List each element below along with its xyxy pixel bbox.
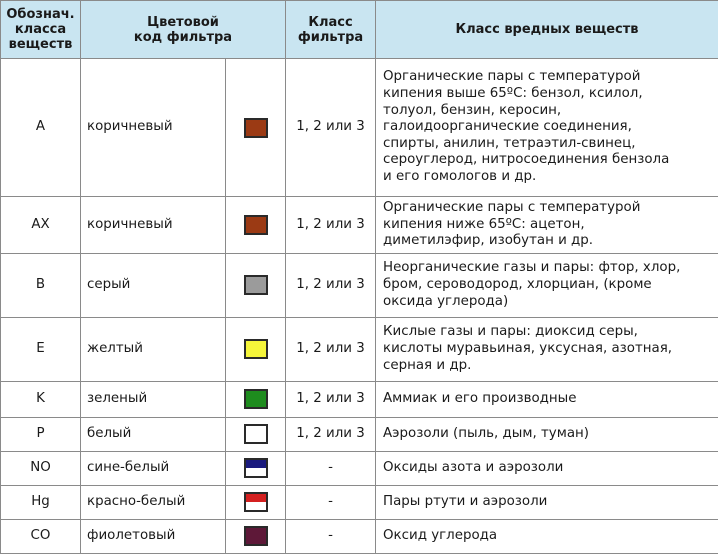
table-row bbox=[1, 451, 718, 485]
filter-class-cell: 1, 2 или 3 bbox=[286, 253, 376, 317]
class-designation-cell: B bbox=[1, 253, 81, 317]
substance-text-line: Аэрозоли (пыль, дым, туман) bbox=[383, 426, 714, 443]
substance-text-line: Оксиды азота и аэрозоли bbox=[383, 460, 714, 477]
color-name-cell: коричневый bbox=[81, 59, 226, 197]
substance-text-line: и его гомологов и др. bbox=[383, 169, 714, 186]
class-designation-cell: P bbox=[1, 417, 81, 451]
substance-text-line: Кислые газы и пары: диоксид серы, bbox=[383, 324, 714, 341]
filter-class-cell: 1, 2 или 3 bbox=[286, 59, 376, 197]
substance-text-line: Пары ртути и аэрозоли bbox=[383, 494, 714, 511]
class-designation-cell: AX bbox=[1, 197, 81, 254]
substance-class-cell bbox=[376, 381, 718, 417]
color-swatch bbox=[244, 118, 268, 138]
color-swatch-cell bbox=[226, 381, 286, 417]
color-swatch-cell bbox=[226, 197, 286, 254]
substance-text-line: сероуглерод, нитросоединения бензола bbox=[383, 152, 714, 169]
table-row bbox=[1, 519, 718, 553]
color-name-cell: зеленый bbox=[81, 381, 226, 417]
color-name-cell: сине-белый bbox=[81, 451, 226, 485]
header-class-designation bbox=[1, 1, 81, 59]
substance-text-line: спирты, анилин, тетраэтил-свинец, bbox=[383, 136, 714, 153]
substance-class-cell bbox=[376, 197, 718, 254]
table-row bbox=[1, 381, 718, 417]
header-color-code bbox=[81, 1, 286, 59]
substance-text-line: толуол, бензин, керосин, bbox=[383, 103, 714, 120]
substance-text-line: серная и др. bbox=[383, 358, 714, 375]
substance-class-cell bbox=[376, 59, 718, 197]
swatch-top-half bbox=[246, 460, 266, 468]
header-substance-class bbox=[376, 1, 718, 59]
header-text-line: код фильтра bbox=[83, 30, 283, 45]
header-text-line: класса bbox=[3, 22, 78, 37]
color-swatch-cell bbox=[226, 451, 286, 485]
color-swatch bbox=[244, 424, 268, 444]
filter-class-cell: - bbox=[286, 451, 376, 485]
filter-class-cell: - bbox=[286, 519, 376, 553]
class-designation-cell: A bbox=[1, 59, 81, 197]
color-name-cell: серый bbox=[81, 253, 226, 317]
substance-text-line: галоидоорганические соединения, bbox=[383, 119, 714, 136]
header-text-line: Обознач. bbox=[3, 7, 78, 22]
swatch-bottom-half bbox=[246, 468, 266, 476]
color-name-cell: коричневый bbox=[81, 197, 226, 254]
substance-class-cell bbox=[376, 317, 718, 381]
class-designation-cell: CO bbox=[1, 519, 81, 553]
color-swatch-cell bbox=[226, 317, 286, 381]
substance-text-line: Оксид углерода bbox=[383, 528, 714, 545]
substance-text-line: оксида углерода) bbox=[383, 294, 714, 311]
substance-class-cell bbox=[376, 417, 718, 451]
substance-class-cell bbox=[376, 519, 718, 553]
header-filter-class bbox=[286, 1, 376, 59]
header-row bbox=[1, 1, 718, 59]
color-swatch bbox=[244, 492, 268, 512]
substance-text-line: Органические пары с температурой bbox=[383, 200, 714, 217]
filter-class-cell: 1, 2 или 3 bbox=[286, 417, 376, 451]
table-body bbox=[1, 59, 718, 554]
substance-class-cell bbox=[376, 485, 718, 519]
class-designation-cell: Hg bbox=[1, 485, 81, 519]
substance-text-line: кислоты муравьиная, уксусная, азотная, bbox=[383, 341, 714, 358]
substance-text-line: кипения выше 65ºС: бензол, ксилол, bbox=[383, 86, 714, 103]
header-text-line: фильтра bbox=[288, 30, 373, 45]
color-swatch bbox=[244, 339, 268, 359]
color-swatch bbox=[244, 526, 268, 546]
substance-text-line: бром, сероводород, хлорциан, (кроме bbox=[383, 277, 714, 294]
class-designation-cell: NO bbox=[1, 451, 81, 485]
header-text-line: Класс bbox=[288, 15, 373, 30]
class-designation-cell: E bbox=[1, 317, 81, 381]
header-text-line: веществ bbox=[3, 37, 78, 52]
color-swatch bbox=[244, 215, 268, 235]
color-swatch-cell bbox=[226, 59, 286, 197]
table-row bbox=[1, 197, 718, 254]
table-row bbox=[1, 253, 718, 317]
table-row bbox=[1, 59, 718, 197]
table-row bbox=[1, 417, 718, 451]
swatch-bottom-half bbox=[246, 502, 266, 510]
table-header bbox=[1, 1, 718, 59]
color-name-cell: фиолетовый bbox=[81, 519, 226, 553]
color-swatch bbox=[244, 458, 268, 478]
substance-text-line: Аммиак и его производные bbox=[383, 391, 714, 408]
substance-class-cell bbox=[376, 451, 718, 485]
filter-class-cell: 1, 2 или 3 bbox=[286, 381, 376, 417]
color-swatch bbox=[244, 275, 268, 295]
swatch-top-half bbox=[246, 494, 266, 502]
class-designation-cell: K bbox=[1, 381, 81, 417]
table-row bbox=[1, 317, 718, 381]
color-swatch-cell bbox=[226, 253, 286, 317]
substance-class-cell bbox=[376, 253, 718, 317]
header-text-line: Цветовой bbox=[83, 15, 283, 30]
substance-text-line: Неорганические газы и пары: фтор, хлор, bbox=[383, 260, 714, 277]
color-swatch bbox=[244, 389, 268, 409]
substance-text-line: диметилэфир, изобутан и др. bbox=[383, 233, 714, 250]
substance-text-line: Органические пары с температурой bbox=[383, 69, 714, 86]
color-swatch-cell bbox=[226, 485, 286, 519]
color-swatch-cell bbox=[226, 417, 286, 451]
color-name-cell: красно-белый bbox=[81, 485, 226, 519]
color-name-cell: белый bbox=[81, 417, 226, 451]
color-swatch-cell bbox=[226, 519, 286, 553]
substance-text-line: кипения ниже 65ºС: ацетон, bbox=[383, 217, 714, 234]
color-name-cell: желтый bbox=[81, 317, 226, 381]
header-text-line: Класс вредных веществ bbox=[378, 22, 716, 37]
table-row bbox=[1, 485, 718, 519]
filter-class-cell: - bbox=[286, 485, 376, 519]
filter-class-cell: 1, 2 или 3 bbox=[286, 317, 376, 381]
filter-class-cell: 1, 2 или 3 bbox=[286, 197, 376, 254]
